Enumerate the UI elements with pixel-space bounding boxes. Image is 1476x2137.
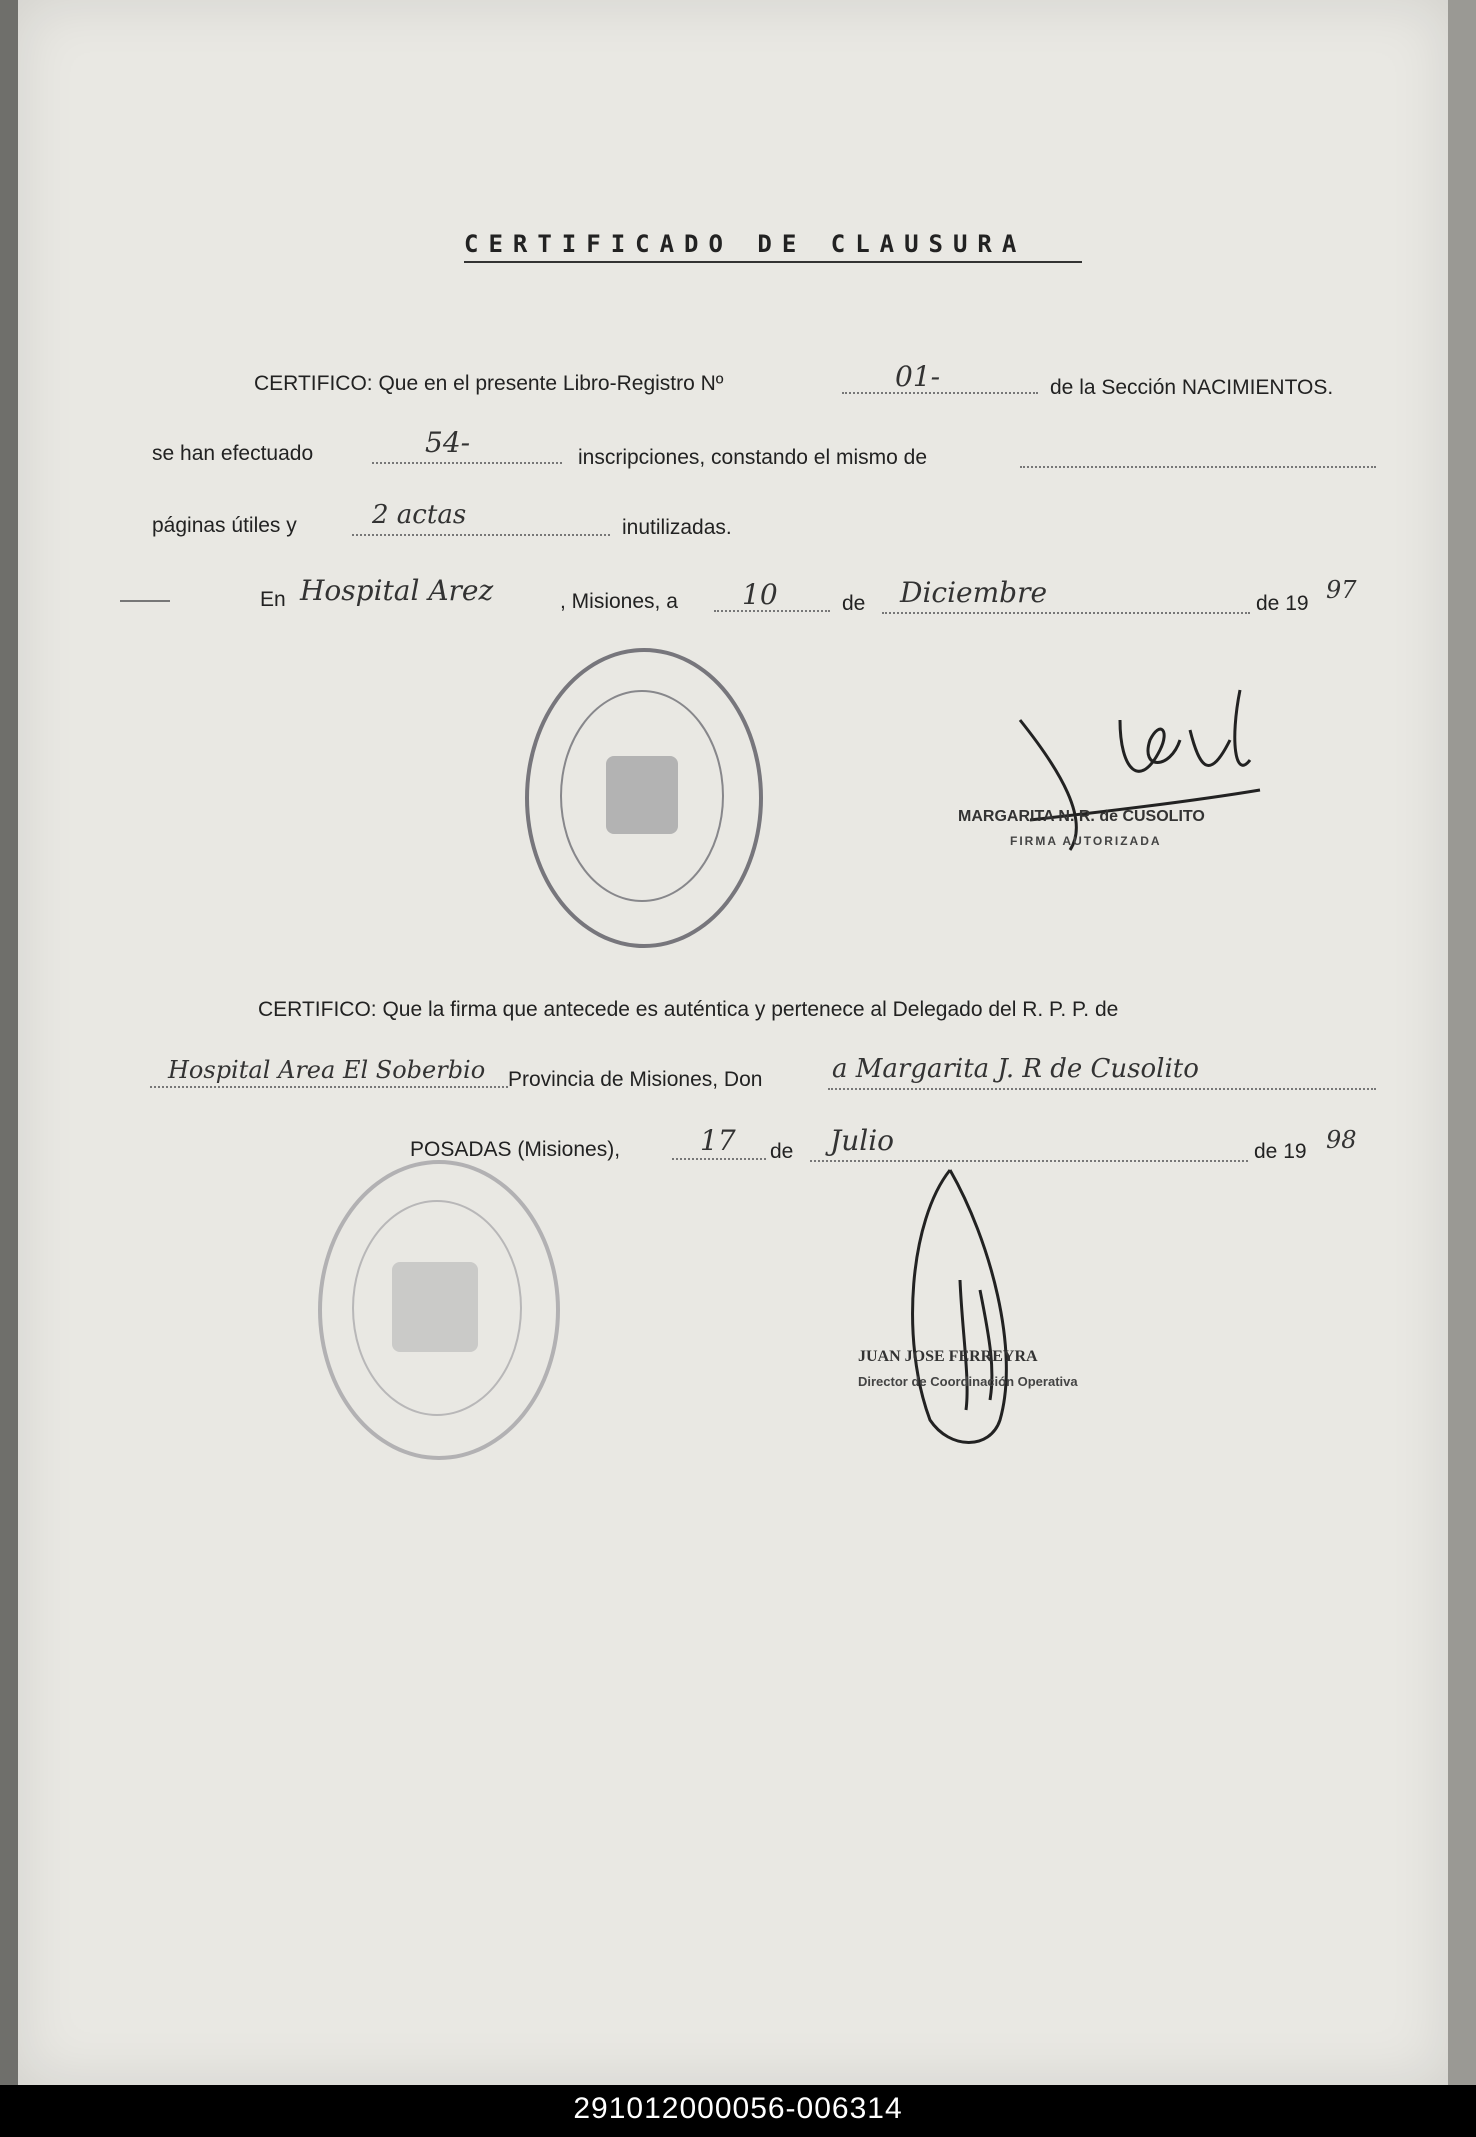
- inscripciones-blank: [372, 462, 562, 464]
- inutilizadas-value: 2 actas: [372, 500, 467, 530]
- mes-blank: [882, 612, 1250, 614]
- document-title: CERTIFICADO DE CLAUSURA: [464, 230, 1027, 258]
- efectuado-prefix: se han efectuado: [152, 442, 314, 465]
- document-id: 291012000056-006314: [573, 2092, 903, 2125]
- lugar-2-blank: [150, 1086, 508, 1088]
- year-suffix-2: 98: [1326, 1126, 1357, 1154]
- stamp-2-emblem: [392, 1262, 478, 1352]
- de-text-2: de: [770, 1140, 794, 1163]
- dia-1: 10: [742, 578, 778, 611]
- misiones-text: , Misiones, a: [560, 590, 678, 613]
- mes-1: Diciembre: [900, 576, 1048, 609]
- certifico-1-prefix: CERTIFICO: Que en el presente Libro-Registro Nº: [254, 372, 724, 395]
- delegado-blank: [828, 1088, 1376, 1090]
- inscripciones-suffix: inscripciones, constando el mismo de: [578, 446, 928, 469]
- inutilizadas-suffix: inutilizadas.: [622, 516, 732, 539]
- de-text-1: de: [842, 592, 866, 615]
- signature-2-role: Director de Coordinación Operativa: [858, 1374, 1078, 1389]
- lugar-2: Hospital Area El Soberbio: [168, 1056, 486, 1084]
- inutilizadas-blank: [352, 534, 610, 536]
- paginas-prefix: páginas útiles y: [152, 514, 297, 537]
- paginas-blank: [1020, 466, 1376, 468]
- year-suffix-1: 97: [1326, 576, 1357, 604]
- stamp-1-emblem: [606, 756, 678, 834]
- libro-numero: 01-: [895, 360, 941, 393]
- signature-1-scribble: [1000, 680, 1300, 880]
- year-prefix-1: de 19: [1256, 592, 1309, 615]
- signature-1-name: MARGARITA N. R. de CUSOLITO: [958, 808, 1205, 825]
- leading-dash: [120, 600, 170, 602]
- title-underline: [464, 261, 1082, 263]
- dia-2: 17: [700, 1124, 736, 1157]
- delegado-name: a Margarita J. R de Cusolito: [832, 1054, 1199, 1084]
- posadas-text: POSADAS (Misiones),: [410, 1138, 621, 1161]
- provincia-text: Provincia de Misiones, Don: [508, 1068, 763, 1091]
- signature-2-scribble: [890, 1160, 1040, 1460]
- year-prefix-2: de 19: [1254, 1140, 1307, 1163]
- inscripciones-count: 54-: [425, 426, 471, 459]
- certifico-2-prefix: CERTIFICO: Que la firma que antecede es auténtica y pertenece al Delegado del R. P. P. de: [258, 998, 1119, 1021]
- lugar-1: Hospital Arez: [300, 574, 494, 607]
- signature-2-name: JUAN JOSE FERREYRA: [858, 1348, 1038, 1365]
- mes-2: Julio: [830, 1124, 895, 1157]
- dia-2-blank: [672, 1158, 766, 1160]
- signature-1-role: FIRMA AUTORIZADA: [1010, 834, 1162, 848]
- page-edge: [1448, 0, 1476, 2085]
- en-prefix: En: [260, 588, 286, 611]
- seccion-text: de la Sección NACIMIENTOS.: [1050, 376, 1334, 399]
- document-page: [18, 0, 1448, 2085]
